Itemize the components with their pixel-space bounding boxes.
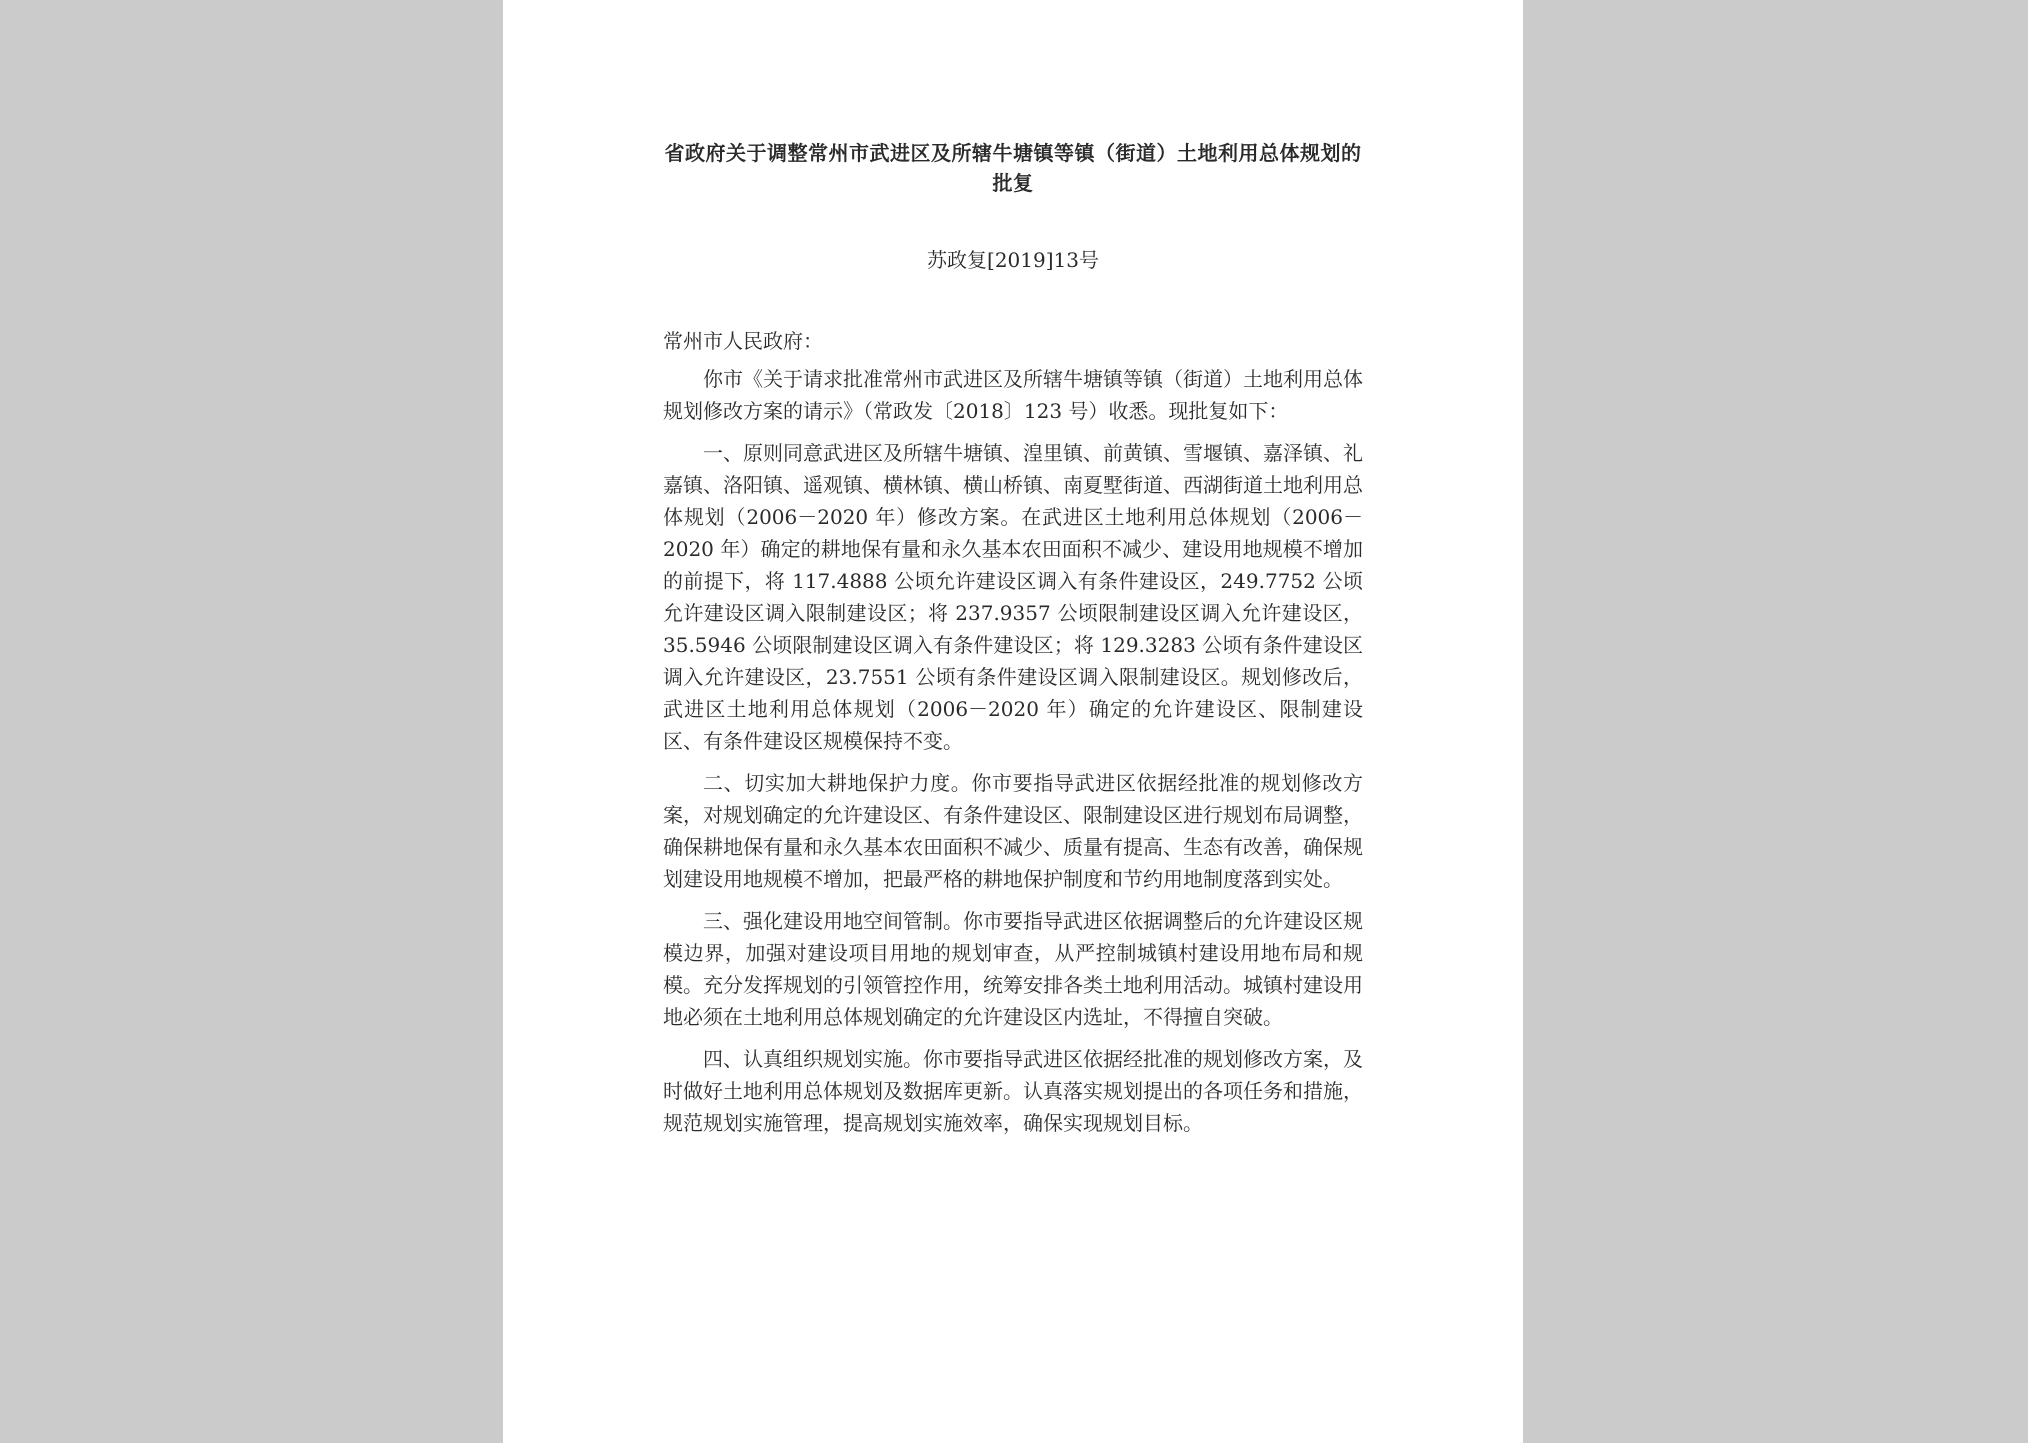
document-title: 省政府关于调整常州市武进区及所辖牛塘镇等镇（街道）土地利用总体规划的批复 — [664, 141, 1362, 195]
document-number: 苏政复[2019]13号 — [927, 248, 1099, 272]
salutation: 常州市人民政府： — [663, 329, 823, 353]
paragraph-item-3: 三、强化建设用地空间管制。你市要指导武进区依据调整后的允许建设区规模边界，加强对建设项目用地的规划审查，从严控制城镇村建设用地布局和规模。充分发挥规划的引领管控作用，统筹安排各类土地利用活动。城镇村建设用地必须在土地利用总体规划确定的允许建设区内选址，不得擅自突破。 — [663, 909, 1363, 1029]
paragraph-item-4: 四、认真组织规划实施。你市要指导武进区依据经批准的规划修改方案，及时做好土地利用总体规划及数据库更新。认真落实规划提出的各项任务和措施，规范规划实施管理，提高规划实施效率，确保实现规划目标。 — [663, 1047, 1363, 1135]
paragraph-item-1: 一、原则同意武进区及所辖牛塘镇、湟里镇、前黄镇、雪堰镇、嘉泽镇、礼嘉镇、洛阳镇、遥观镇、横林镇、横山桥镇、南夏墅街道、西湖街道土地利用总体规划（2006－2020 年）修改方案。在武进区土地利用总体规划（2006－2020 年）确定的耕地保有量和永久基本农田面积不减少、建设用地规模不增加的前提下，将 117.4888 公顷允许建设区调入有条件建设区，249.7752 公顷允许建设区调入限制建设区；将 237.9357 公顷限制建设区调入允许建设区，35.5946 公顷限制建设区调入有条件建设区；将 129.3283 公顷有条件建设区调入允许建设区，23.7551 公顷有条件建设区调入限制建设区。规划修改后，武进区土地利用总体规划（2006－2020 年）确定的允许建设区、限制建设区、有条件建设区规模保持不变。 — [663, 441, 1363, 753]
paragraph-item-2: 二、切实加大耕地保护力度。你市要指导武进区依据经批准的规划修改方案，对规划确定的允许建设区、有条件建设区、限制建设区进行规划布局调整，确保耕地保有量和永久基本农田面积不减少、质量有提高、生态有改善，确保规划建设用地规模不增加，把最严格的耕地保护制度和节约用地制度落到实处。 — [663, 771, 1363, 891]
document-page — [503, 0, 1523, 1443]
paragraph-intro: 你市《关于请求批准常州市武进区及所辖牛塘镇等镇（街道）土地利用总体规划修改方案的请示》（常政发〔2018〕123 号）收悉。现批复如下： — [663, 367, 1363, 423]
